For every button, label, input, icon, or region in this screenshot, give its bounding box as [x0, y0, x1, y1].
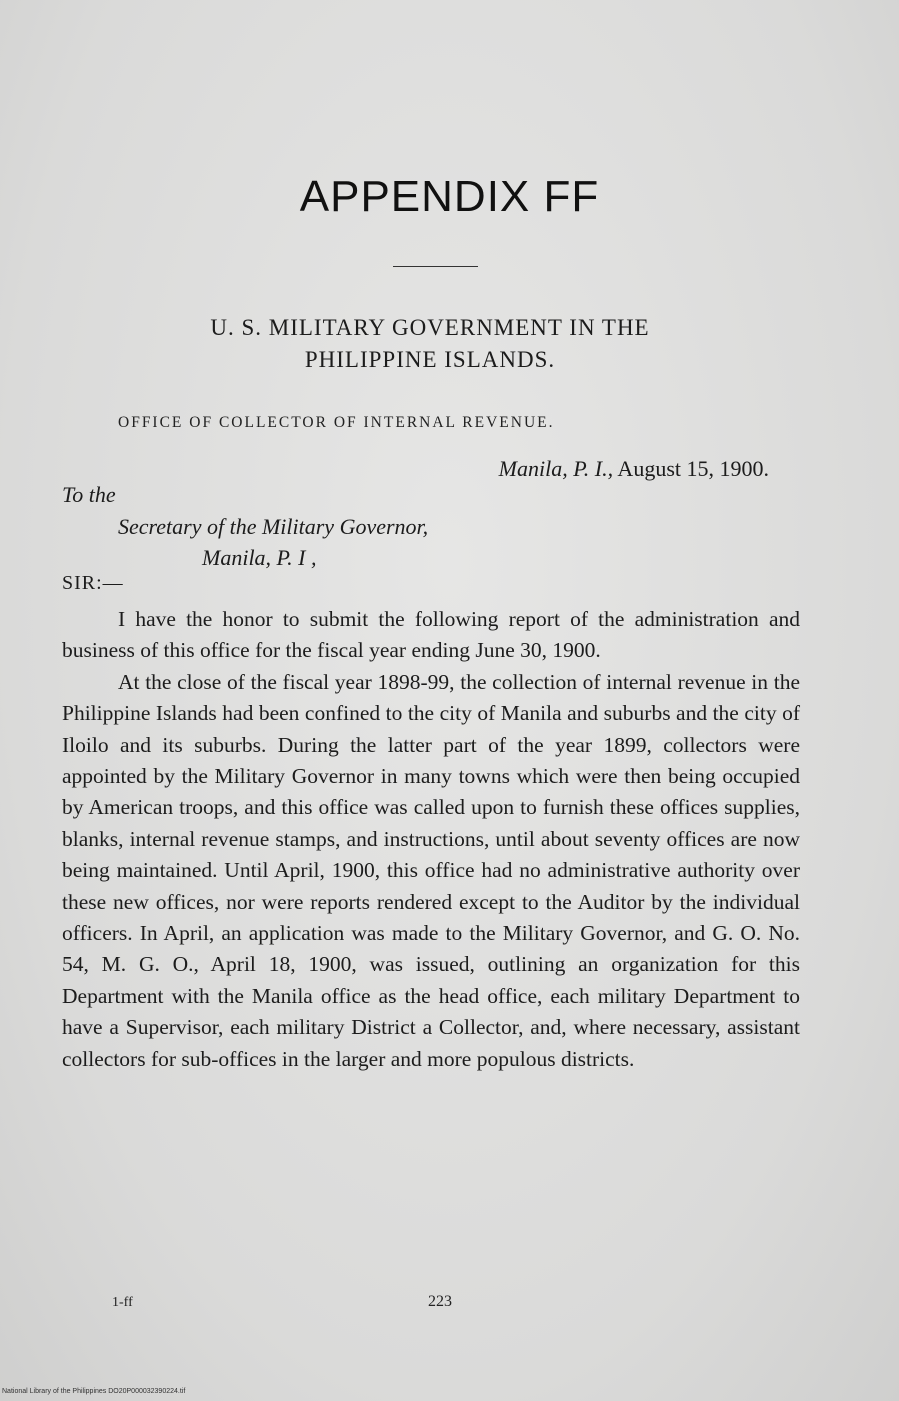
title-rule: [393, 266, 478, 267]
office-line: OFFICE OF COLLECTOR OF INTERNAL REVENUE.: [118, 414, 555, 431]
paragraph-1: I have the honor to submit the following report of the administration and business of this office for the fiscal year ending June 30, 1900.: [62, 607, 800, 663]
signature-mark: 1-ff: [112, 1295, 133, 1310]
scan-credit: National Library of the Philippines DO20P000032390224.tif: [2, 1388, 186, 1395]
address-line-2: Secretary of the Military Governor,: [118, 514, 429, 539]
document-heading: [0, 312, 860, 376]
dateline-date: August 15, 1900.: [613, 456, 769, 481]
page-number: 223: [428, 1293, 452, 1310]
appendix-title: APPENDIX FF: [299, 172, 600, 221]
address-line-1: To the: [62, 482, 116, 507]
dateline: [499, 456, 769, 482]
address-line-3: Manila, P. I ,: [202, 545, 317, 570]
salutation: SIR:—: [62, 572, 124, 594]
report-body: [62, 604, 800, 1075]
heading-line-1: U. S. MILITARY GOVERNMENT IN THE: [210, 315, 650, 340]
heading-line-2: PHILIPPINE ISLANDS.: [304, 347, 556, 372]
paragraph-2: At the close of the fiscal year 1898-99, the collection of internal revenue in the Philippine Islands had been confined to the city of Manila and suburbs and the city of Iloilo and its suburbs. During the latter part of the year 1899, collectors were appointed by the Military Governor in many towns which were then being occupied by American troops, and this office was called upon to furnish these offices supplies, blanks, internal revenue stamps, and instructions, until about seventy offices are now being maintained. Until April, 1900, this office had no administrative authority over these new offices, nor were reports rendered except to the Auditor by the individual officers. In April, an application was made to the Military Governor, and G. O. No. 54, M. G. O., April 18, 1900, was issued, outlining an organization for this Department with the Manila office as the head office, each military Department to have a Supervisor, each military District a Collector, and, where necessary, assistant collectors for sub-offices in the larger and more populous districts.: [62, 669, 800, 1071]
dateline-place: Manila, P. I.,: [498, 456, 614, 481]
